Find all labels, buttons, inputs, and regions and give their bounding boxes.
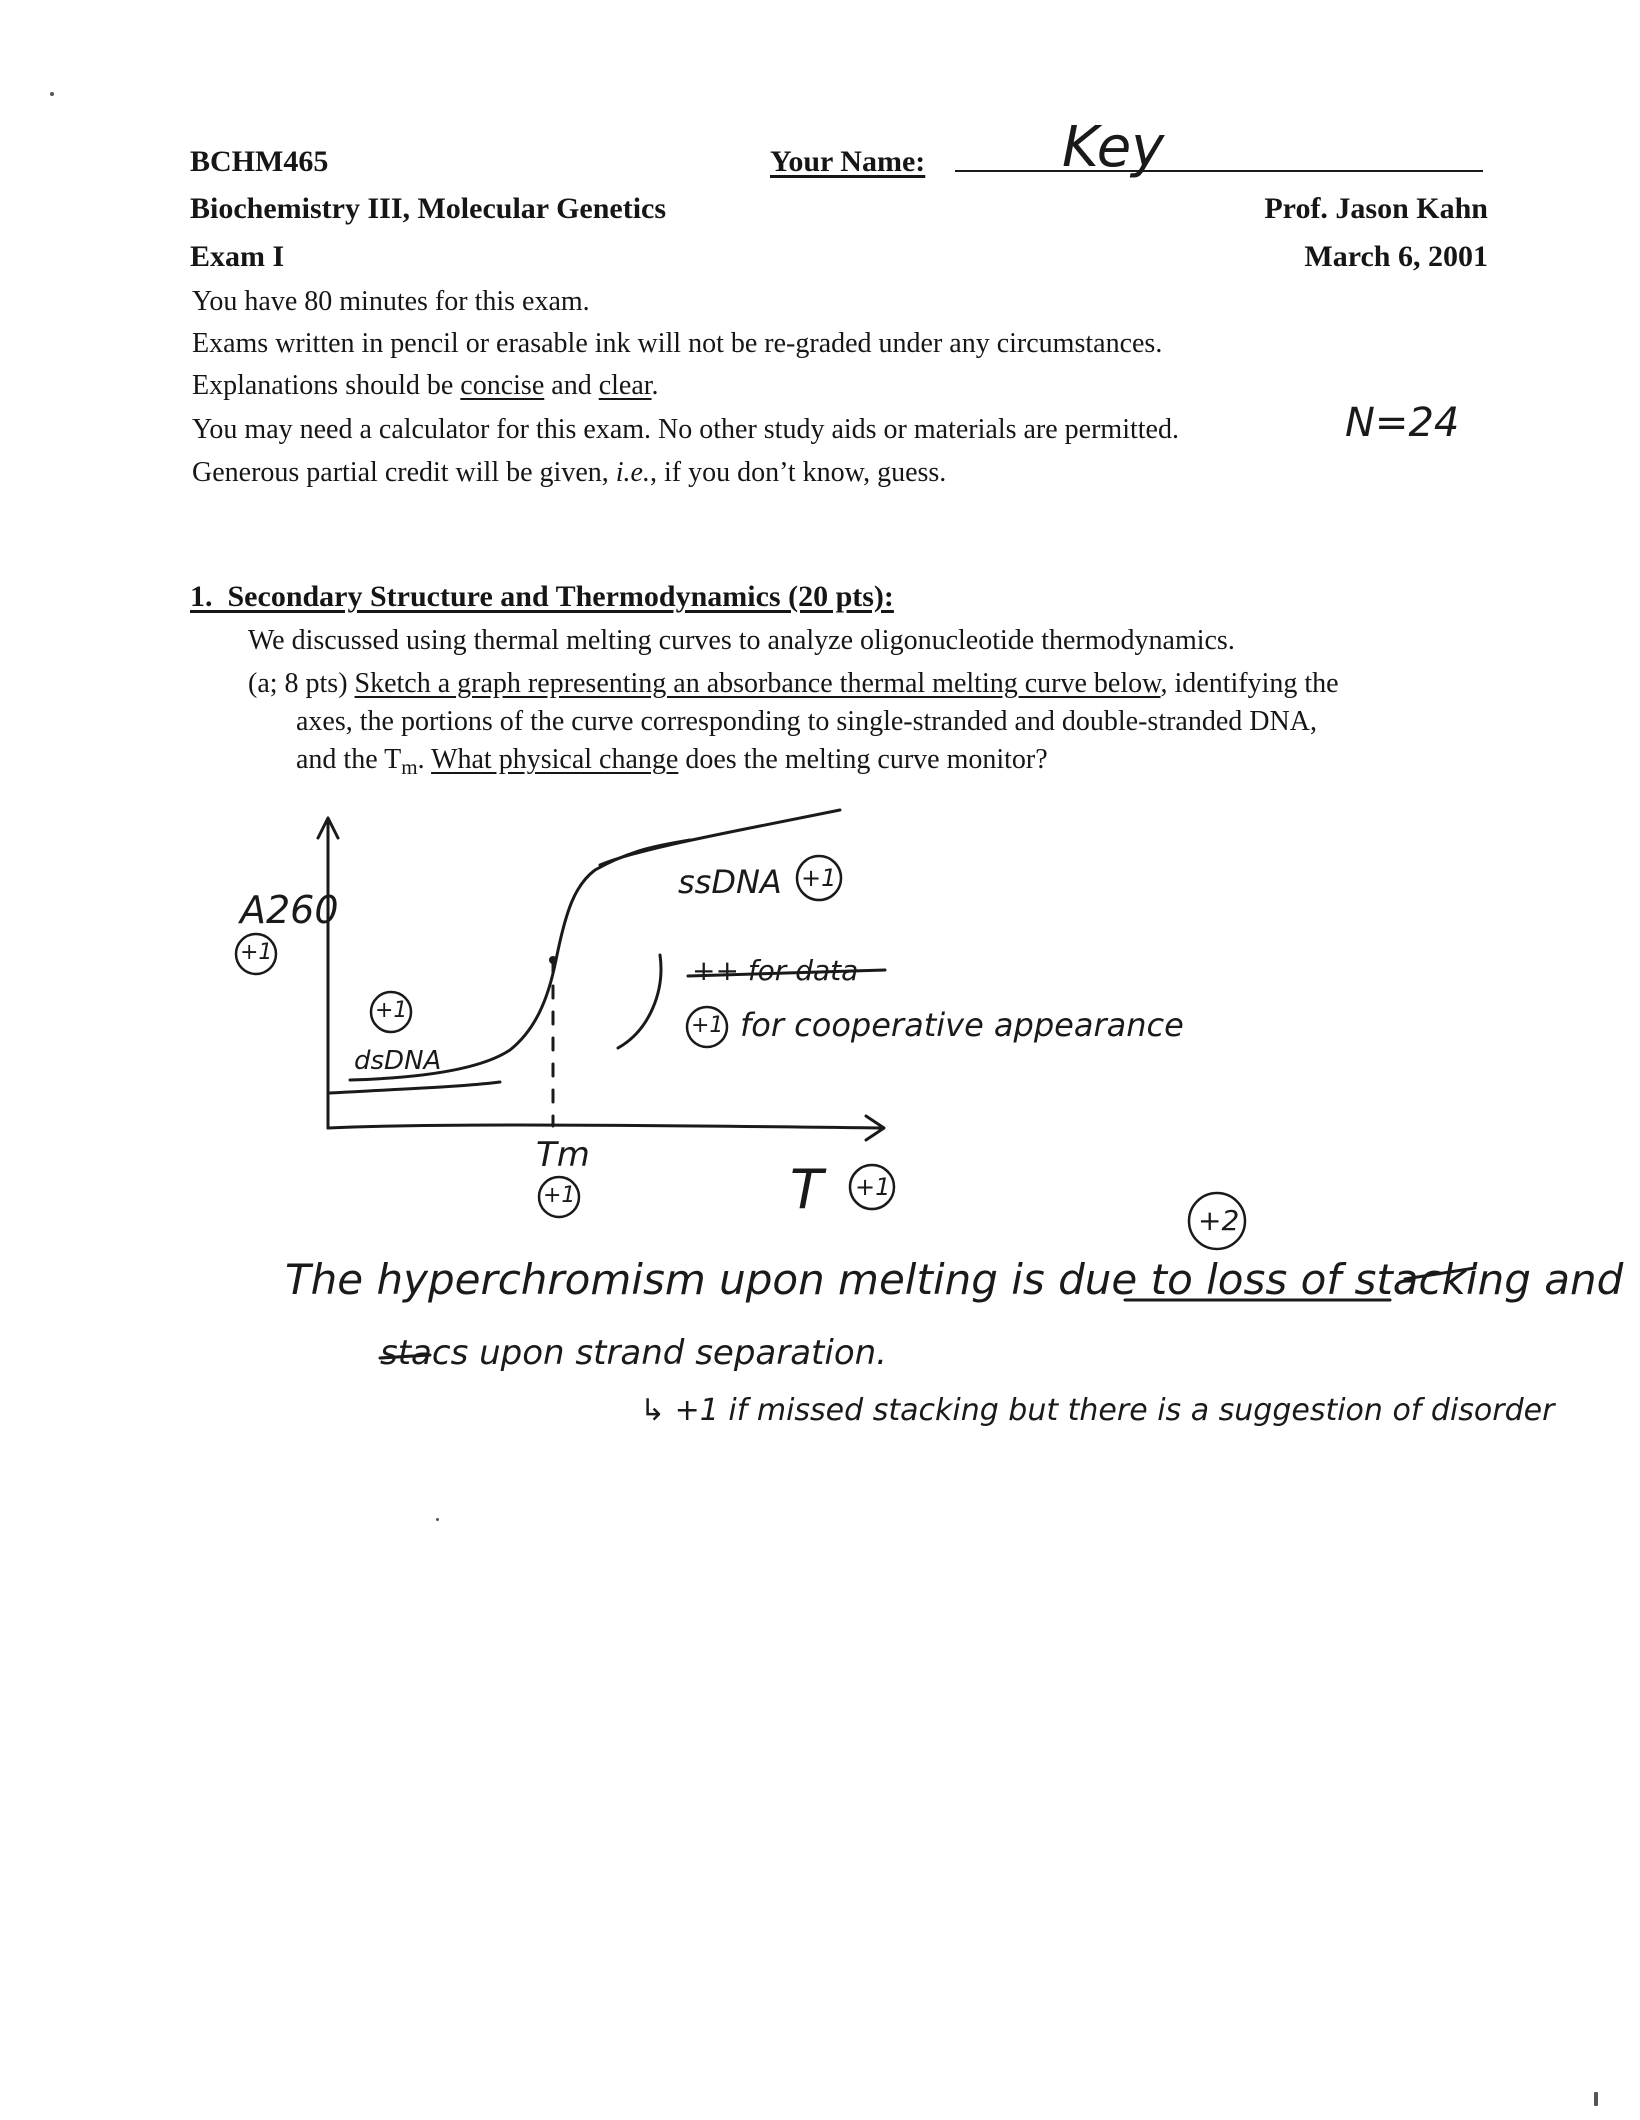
baseline-segment <box>330 1082 500 1093</box>
plus2-explanation: +2 <box>1198 1204 1240 1237</box>
plus1-dsdna: +1 <box>375 998 408 1023</box>
question1-heading: 1. Secondary Structure and Thermodynamics (20 pts): <box>190 580 894 613</box>
course-title: Biochemistry III, Molecular Genetics <box>190 192 667 225</box>
question1-part-a-line1: (a; 8 pts) Sketch a graph representing an absorbance thermal melting curve below, identifying the <box>248 668 1339 699</box>
explanation-line2: stacs upon strand separation. <box>380 1333 887 1373</box>
n-note: N=24 <box>1345 400 1460 446</box>
scan-speck <box>1594 2092 1598 2106</box>
grading-note: ↳ +1 if missed stacking but there is a suggestion of disorder <box>640 1393 1555 1428</box>
name-value: Key <box>1062 115 1165 180</box>
plus1-cooperative: +1 <box>691 1013 724 1038</box>
question1-part-a-line3: and the $T_m$. What physical change does the melting curve monitor? <box>296 744 1048 779</box>
exam-date: March 6, 2001 <box>1304 240 1488 273</box>
explanation-line1: The hyperchromism upon melting is due to loss of stacking and <box>285 1255 1624 1304</box>
t-axis-label: T <box>790 1158 823 1221</box>
plus1-ssdna: +1 <box>801 864 837 892</box>
cooperative-bracket <box>618 955 661 1048</box>
question1-intro: We discussed using thermal melting curves to analyze oligonucleotide thermodynamics. <box>248 625 1235 656</box>
tm-label: Tm <box>536 1135 590 1175</box>
scan-speck <box>50 92 54 96</box>
instruction-explanations: Explanations should be concise and clear. <box>192 370 659 401</box>
question1-part-a-line2: axes, the portions of the curve corresponding to single-stranded and double-stranded DNA, <box>296 706 1317 737</box>
name-label: Your Name: <box>770 145 926 178</box>
instruction-partial-credit: Generous partial credit will be given, i.e., if you don’t know, guess. <box>192 457 947 488</box>
plus1-t-axis: +1 <box>855 1173 891 1201</box>
dsdna-label: dsDNA <box>354 1046 442 1076</box>
ssdna-label: ssDNA <box>678 863 782 901</box>
plus1-y-label: +1 <box>240 940 273 965</box>
exam-title: Exam I <box>190 240 285 273</box>
cooperative-note: for cooperative appearance <box>740 1006 1184 1044</box>
instruction-time: You have 80 minutes for this exam. <box>192 286 590 317</box>
scan-speck <box>436 1518 439 1521</box>
y-axis-label: A260 <box>240 888 339 932</box>
instruction-ink: Exams written in pencil or erasable ink will not be re-graded under any circumstances. <box>192 328 1163 359</box>
plus1-tm: +1 <box>543 1183 576 1208</box>
x-axis <box>328 1125 880 1128</box>
instruction-calculator: You may need a calculator for this exam. No other study aids or materials are permitted. <box>192 414 1179 445</box>
course-code: BCHM465 <box>190 145 329 178</box>
ssdna-plateau <box>600 810 840 865</box>
professor: Prof. Jason Kahn <box>1264 192 1488 225</box>
struck-note: ++ for data <box>692 954 859 987</box>
melting-curve <box>350 840 690 1080</box>
